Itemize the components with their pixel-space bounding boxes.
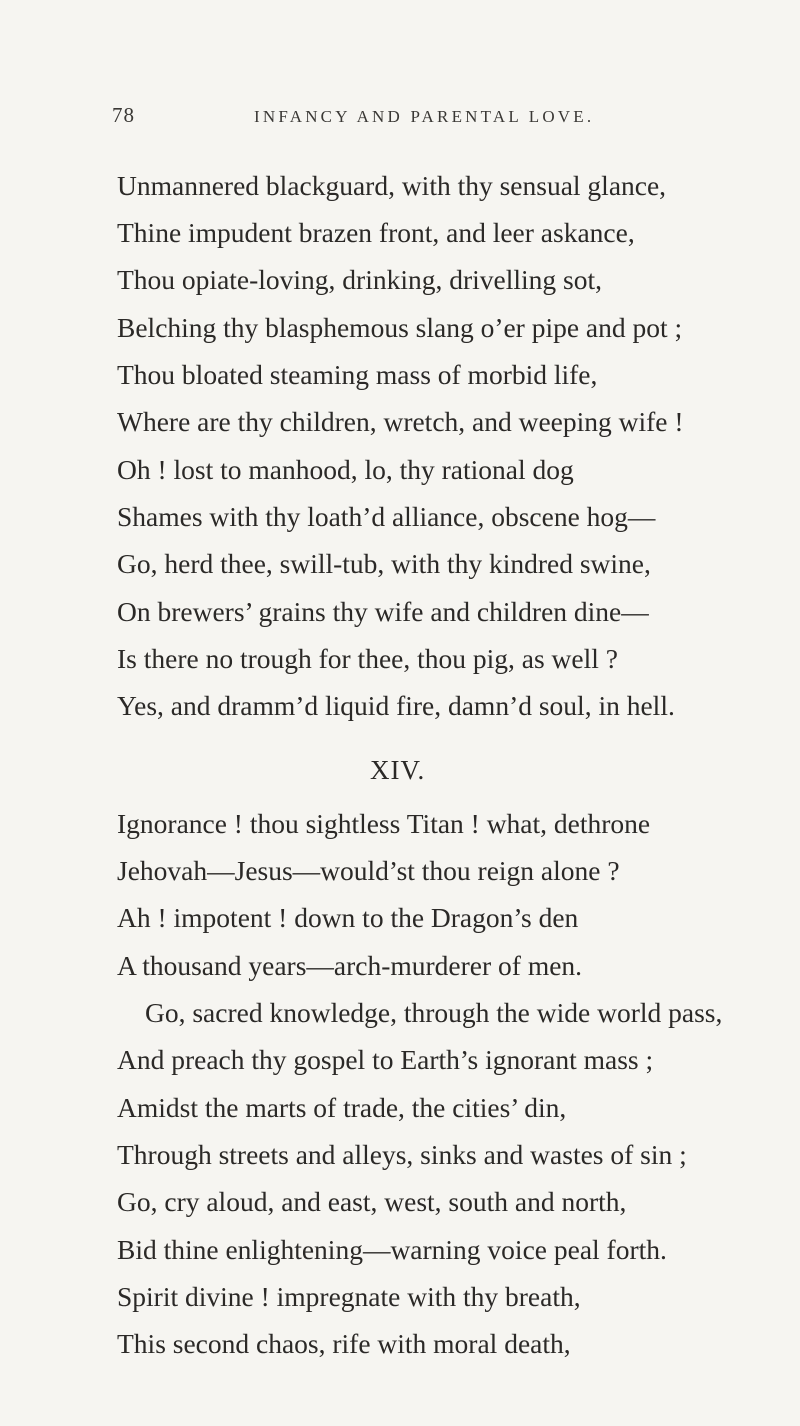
poem-line: Amidst the marts of trade, the cities’ din, — [117, 1092, 567, 1123]
poem-line: Shames with thy loath’d alliance, obscene hog— — [117, 501, 656, 532]
poem-line: Go, cry aloud, and east, west, south and north, — [117, 1186, 627, 1217]
poem-line: This second chaos, rife with moral death, — [117, 1328, 571, 1359]
poem-line: Thine impudent brazen front, and leer askance, — [117, 217, 635, 248]
poem-line: Oh ! lost to manhood, lo, thy rational dog — [117, 454, 574, 485]
poem-line: Spirit divine ! impregnate with thy breath, — [117, 1281, 581, 1312]
poem-line: Yes, and dramm’d liquid fire, damn’d soul, in hell. — [117, 690, 675, 721]
poem-line: Bid thine enlightening—warning voice peal forth. — [117, 1234, 667, 1265]
poem-line: Go, herd thee, swill-tub, with thy kindred swine, — [117, 548, 651, 579]
page-header — [0, 103, 800, 143]
section-heading: XIV. — [370, 755, 426, 785]
poem-line: Go, sacred knowledge, through the wide world pass, — [145, 997, 723, 1028]
poem-line: Where are thy children, wretch, and weeping wife ! — [117, 406, 684, 437]
poem-line: And preach thy gospel to Earth’s ignorant mass ; — [117, 1044, 654, 1075]
poem-line: On brewers’ grains thy wife and children dine— — [117, 596, 649, 627]
poem-line: Is there no trough for thee, thou pig, as well ? — [117, 643, 618, 674]
poem-line: Thou opiate-loving, drinking, drivelling sot, — [117, 264, 603, 295]
running-head: INFANCY AND PARENTAL LOVE. — [254, 107, 595, 126]
poem-line: Ah ! impotent ! down to the Dragon’s den — [117, 902, 579, 933]
poem-line: Through streets and alleys, sinks and wastes of sin ; — [117, 1139, 687, 1170]
poem-line: Ignorance ! thou sightless Titan ! what, dethrone — [117, 808, 651, 839]
poem-line: Belching thy blasphemous slang o’er pipe and pot ; — [117, 312, 683, 343]
poem-line: Unmannered blackguard, with thy sensual glance, — [117, 170, 667, 201]
page-number: 78 — [112, 103, 135, 127]
poem-line: A thousand years—arch-murderer of men. — [117, 950, 583, 981]
poem-line: Thou bloated steaming mass of morbid life, — [117, 359, 598, 390]
poem-line: Jehovah—Jesus—would’st thou reign alone ? — [117, 855, 620, 886]
